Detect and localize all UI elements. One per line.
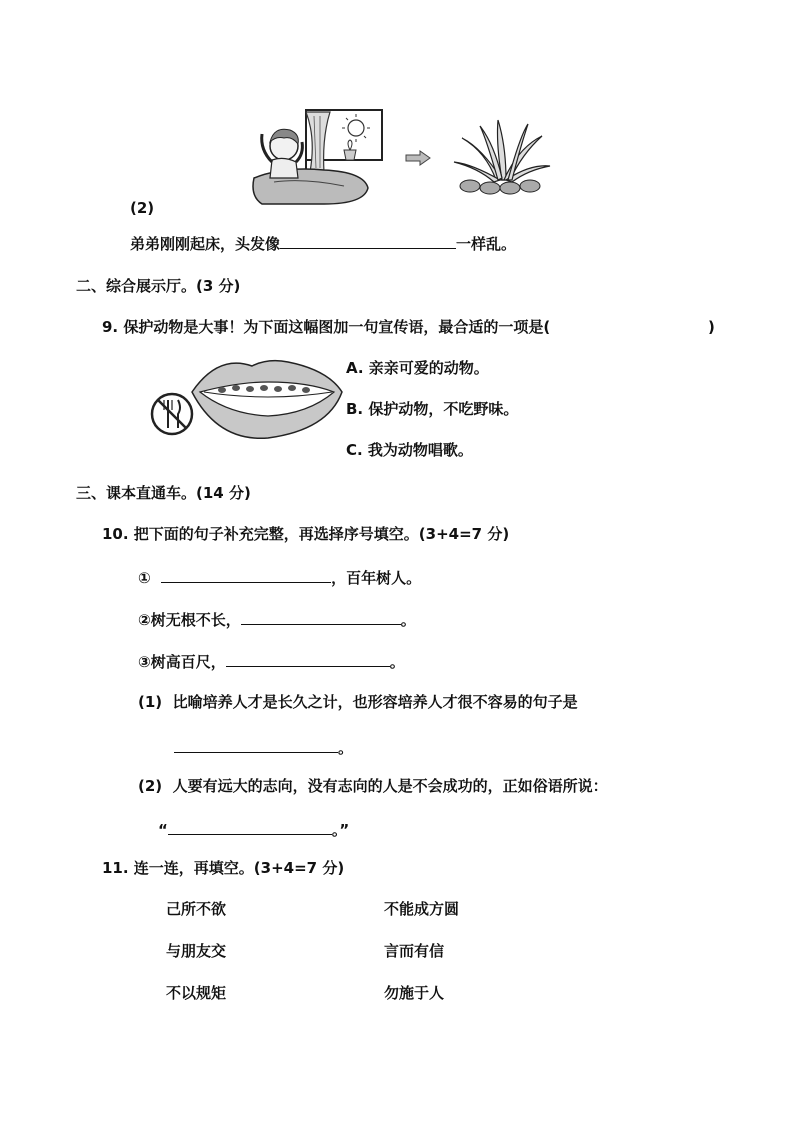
answer-paren-close: ) [708,318,715,336]
item-suffix: 。 [400,611,416,629]
sub-question-2-answer [158,818,349,840]
sentence-item-1 [138,566,421,588]
sentence-item-3 [138,650,405,672]
section-heading: 三、课本直通车。(14 分) [76,484,251,502]
question-part-label: (2) [130,199,155,217]
sentence-end: 。 [338,739,354,757]
fill-blank-sentence [130,232,516,254]
boy-waking-illustration [244,108,394,208]
item-prefix: ②树无根不长， [138,611,241,629]
item-prefix: ③树高百尺， [138,653,226,671]
arrow-right-icon [404,150,432,166]
item-prefix: ① [138,569,151,587]
match-left-item[interactable]: 不以规矩 [166,984,227,1002]
item-suffix: 。 [389,653,405,671]
answer-blank[interactable] [241,608,401,625]
answer-blank[interactable] [161,566,331,583]
no-wild-meat-illustration [148,352,344,444]
answer-choice-slot[interactable] [660,317,706,337]
answer-blank[interactable] [226,650,390,667]
quote-close: 。” [331,821,350,839]
question-stem: 9. 保护动物是大事！为下面这幅图加一句宣传语，最合适的一项是( [102,318,551,336]
match-left-item[interactable]: 与朋友交 [166,942,227,960]
question-stem: 10. 把下面的句子补充完整，再选择序号填空。(3+4=7 分) [102,525,510,543]
answer-blank[interactable] [168,818,332,835]
match-right-item[interactable]: 不能成方圆 [384,900,460,918]
sub-label: (1) [138,693,163,711]
match-right-item[interactable]: 勿施于人 [384,984,445,1002]
sub-question-2 [138,776,608,796]
sub-question-1 [138,692,578,712]
sub-label: (2) [138,777,163,795]
sentence-before: 弟弟刚刚起床，头发像 [130,235,281,253]
sub-question-1-answer [174,736,353,758]
match-left-item[interactable]: 己所不欲 [166,900,227,918]
item-suffix: ，百年树人。 [331,569,422,587]
quote-open: “ [158,821,168,839]
option-c[interactable]: C. 我为动物唱歌。 [346,441,473,459]
sub-text: 人要有远大的志向，没有志向的人是不会成功的，正如俗语所说： [172,777,608,795]
section-heading: 二、综合展示厅。(3 分) [76,277,241,295]
sentence-after: 一样乱。 [456,235,517,253]
answer-blank[interactable] [174,736,338,753]
messy-grass-illustration [452,118,552,196]
question-stem: 11. 连一连，再填空。(3+4=7 分) [102,859,345,877]
answer-blank[interactable] [280,232,456,249]
sub-text: 比喻培养人才是长久之计，也形容培养人才很不容易的句子是 [172,693,578,711]
option-b[interactable]: B. 保护动物，不吃野味。 [346,400,519,418]
option-a[interactable]: A. 亲亲可爱的动物。 [346,359,489,377]
sentence-item-2 [138,608,416,630]
match-right-item[interactable]: 言而有信 [384,942,445,960]
